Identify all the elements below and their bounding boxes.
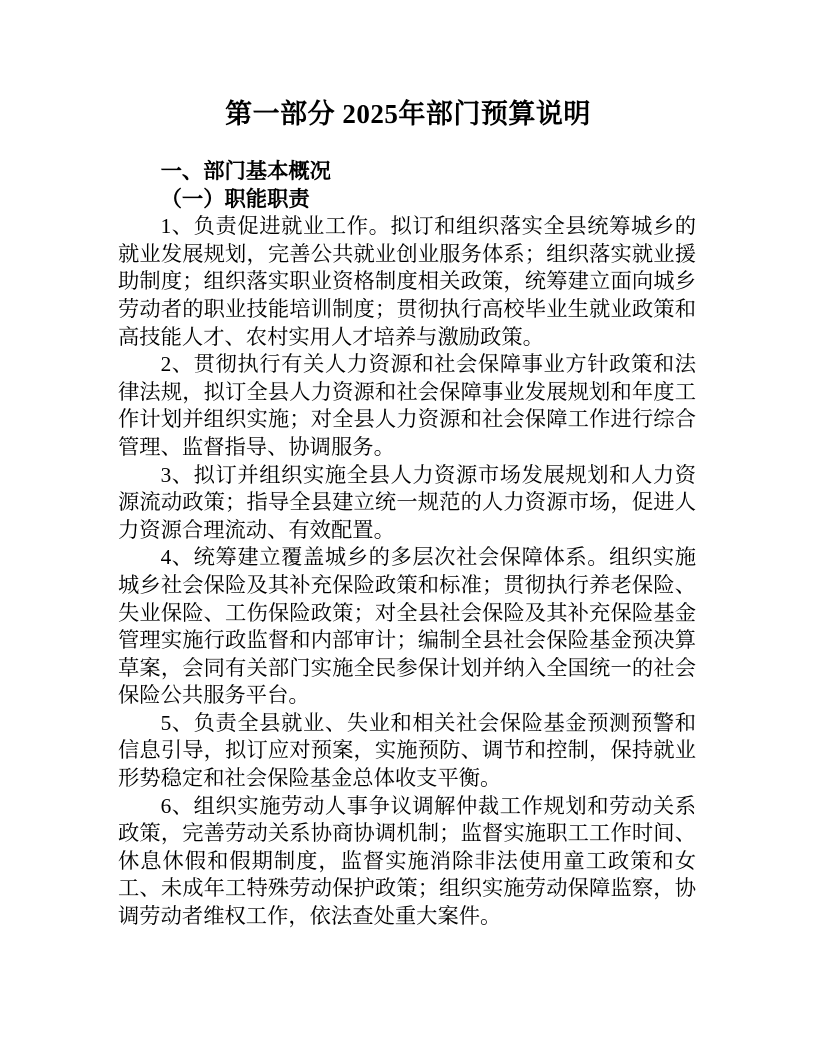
document-title: 第一部分 2025年部门预算说明 xyxy=(225,99,591,129)
paragraph-duty-5: 5、负责全县就业、失业和相关社会保险基金预测预警和信息引导，拟订应对预案，实施预防、调节和控制，保持就业形势稳定和社会保险基金总体收支平衡。 xyxy=(118,710,696,791)
document-body xyxy=(118,158,696,931)
paragraph-duty-3: 3、拟订并组织实施全县人力资源市场发展规划和人力资源流动政策；指导全县建立统一规范的人力资源市场，促进人力资源合理流动、有效配置。 xyxy=(118,462,696,542)
subsection-heading: （一）职能职责 xyxy=(160,186,310,211)
paragraph-duty-4: 4、统筹建立覆盖城乡的多层次社会保障体系。组织实施城乡社会保险及其补充保险政策和标准；贯彻执行养老保险、失业保险、工伤保险政策；对全县社会保险及其补充保险基金管理实施行政监督和内部审计；编制全县社会保险基金预决算草案，会同有关部门实施全民参保计划并纳入全国统一的社会保险公共服务平台。 xyxy=(118,545,696,708)
paragraph-duty-6: 6、组织实施劳动人事争议调解仲裁工作规划和劳动关系政策，完善劳动关系协商协调机制；监督实施职工工作时间、休息休假和假期制度，监督实施消除非法使用童工政策和女工、未成年工特殊劳动保护政策；组织实施劳动保障监察，协调劳动者维权工作，依法查处重大案件。 xyxy=(118,793,696,929)
paragraph-duty-1: 1、负责促进就业工作。拟订和组织落实全县统筹城乡的就业发展规划，完善公共就业创业服务体系；组织落实就业援助制度；组织落实职业资格制度相关政策，统筹建立面向城乡劳动者的职业技能培训制度；贯彻执行高校毕业生就业政策和高技能人才、农村实用人才培养与激励政策。 xyxy=(118,214,696,349)
section-heading: 一、部门基本概况 xyxy=(160,159,331,183)
paragraph-duty-2: 2、贯彻执行有关人力资源和社会保障事业方针政策和法律法规，拟订全县人力资源和社会保障事业发展规划和年度工作计划并组织实施；对全县人力资源和社会保障工作进行综合管理、监督指导、协调服务。 xyxy=(118,352,696,459)
